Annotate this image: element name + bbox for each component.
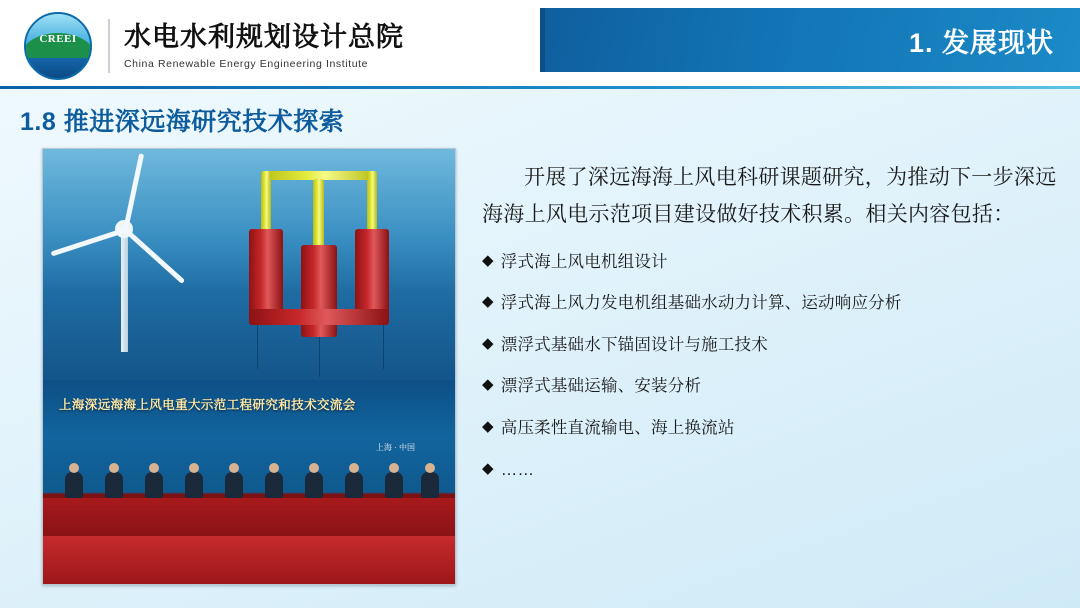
platform-column-left [249, 229, 283, 315]
platform-column-right [355, 229, 389, 315]
wind-turbine-blade [51, 227, 127, 256]
list-item-label: 浮式海上风力发电机组基础水动力计算、运动响应分析 [500, 294, 902, 313]
conference-attendee [225, 472, 243, 498]
logo-water-shape [26, 58, 90, 78]
diamond-bullet-icon: ◆ [482, 418, 494, 435]
wind-turbine-blade [123, 153, 144, 230]
section-title-tab [540, 8, 1080, 72]
list-item-label: 高压柔性直流输电、海上换流站 [500, 419, 735, 437]
platform-pontoon [249, 309, 389, 325]
list-item-label: 漂浮式基础水下锚固设计与施工技术 [500, 335, 768, 354]
list-item-label: 浮式海上风电机组设计 [500, 252, 668, 271]
lead-paragraph: 开展了深远海海上风电科研课题研究，为推动下一步深远海海上风电示范项目建设做好技术积累。相关内容包括： [482, 166, 1057, 226]
diamond-bullet-icon: ◆ [482, 459, 494, 477]
diamond-bullet-icon: ◆ [482, 293, 494, 311]
conference-attendee [185, 472, 203, 498]
creei-logo-icon [24, 12, 92, 80]
mooring-line [383, 325, 384, 369]
conference-banner-subtext: 上海 · 中国 [375, 442, 415, 452]
diamond-bullet-icon: ◆ [482, 334, 494, 352]
conference-attendee [105, 472, 123, 498]
conference-attendee [345, 472, 363, 498]
conference-attendee [421, 472, 439, 498]
photo-conference-scene [43, 380, 455, 584]
photo-upper-scene [43, 149, 455, 380]
conference-attendee [265, 472, 283, 498]
conference-table [43, 498, 455, 584]
slide-body-content [482, 160, 1060, 501]
organization-name-block [124, 22, 404, 69]
slide-subtitle: 1.8 推进深远海研究技术探索 [20, 108, 345, 136]
wind-turbine-tower [121, 232, 128, 352]
conference-attendee [305, 472, 323, 498]
conference-attendee [385, 472, 403, 498]
list-item [482, 376, 1060, 397]
list-item [482, 335, 1060, 356]
diamond-bullet-icon: ◆ [482, 376, 494, 394]
platform-truss-left [261, 171, 271, 233]
logo-mark-text: CREEI [39, 33, 77, 46]
list-item [482, 252, 1060, 273]
conference-attendee [145, 472, 163, 498]
mooring-line [257, 325, 258, 369]
list-item [482, 418, 1060, 439]
slide-header [0, 0, 1080, 86]
conference-table-cloth [43, 536, 455, 584]
logo-divider [108, 19, 110, 73]
bullet-list [482, 252, 1060, 481]
conference-banner-text: 上海深远海海上风电重大示范工程研究和技术交流会 [59, 397, 356, 412]
wind-turbine-blade [124, 228, 185, 284]
list-item [482, 293, 1060, 314]
platform-truss-right [367, 171, 377, 233]
section-title-label: 1. 发展现状 [908, 27, 1054, 58]
mooring-line [319, 337, 320, 377]
diamond-bullet-icon: ◆ [482, 251, 494, 269]
list-item [482, 460, 1060, 481]
illustration-photo [42, 148, 456, 585]
list-item-label: …… [500, 460, 535, 479]
institute-logo-block [24, 12, 404, 80]
header-divider-rule [0, 86, 1080, 89]
platform-truss-center [313, 179, 324, 249]
conference-attendee [65, 472, 83, 498]
organization-name-en: China Renewable Energy Engineering Institute [124, 57, 369, 70]
organization-name-cn: 水电水利规划设计总院 [124, 22, 404, 53]
list-item-label: 漂浮式基础运输、安装分析 [500, 377, 702, 396]
